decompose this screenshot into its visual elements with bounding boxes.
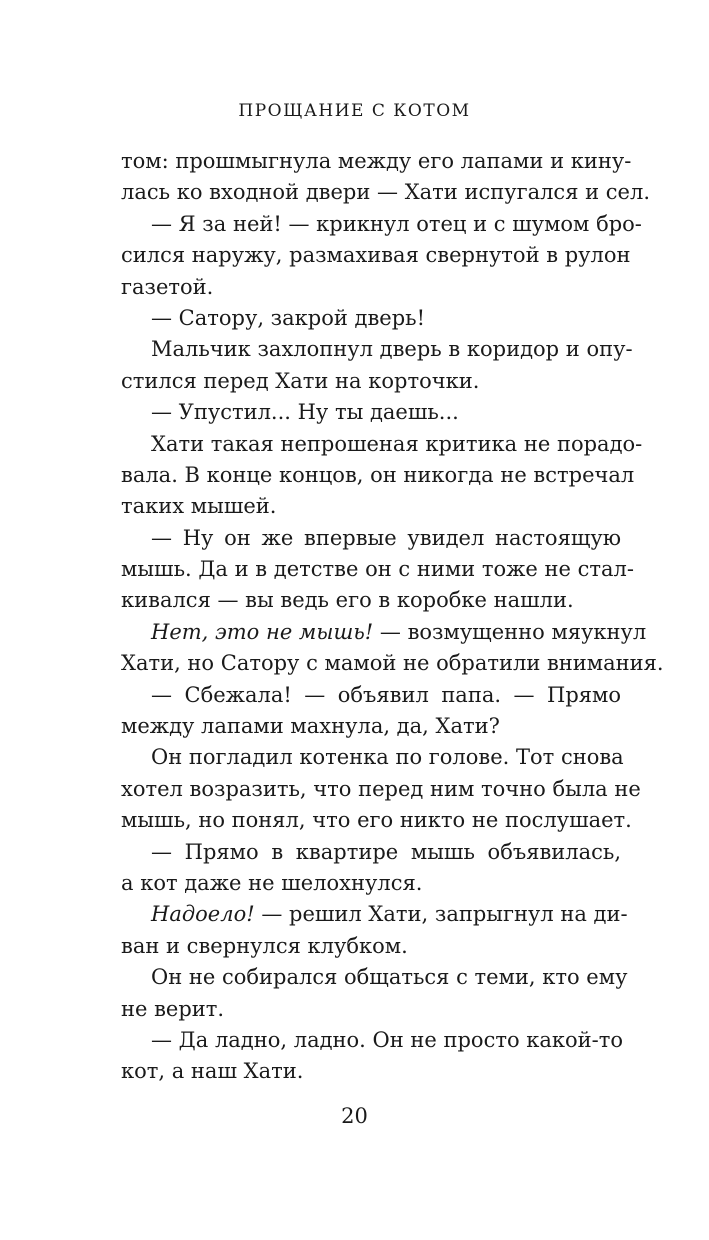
text-line: таких мышей. <box>121 494 277 519</box>
text-line: — Упустил... Ну ты даешь... <box>151 400 459 425</box>
text-line: — Сатору, закрой дверь! <box>151 305 426 330</box>
text-line: — Ну он же впервые увидел настоящую <box>151 525 621 550</box>
text-line: Мальчик захлопнул дверь в коридор и опу- <box>151 337 633 362</box>
text-line: мышь, но понял, что его никто не послушает. <box>121 808 632 833</box>
text-line: — Я за ней! — крикнул отец и с шумом бро- <box>151 211 642 236</box>
body-text <box>121 146 664 1088</box>
text-line: Хати, но Сатору с мамой не обратили внимания. <box>121 651 664 676</box>
italic-phrase: Нет, это не мышь! <box>151 619 374 644</box>
text-line: том: прошмыгнула между его лапами и кину- <box>121 149 632 173</box>
text-line: Хати такая непрошеная критика не порадо- <box>151 431 643 456</box>
text-line: кот, а наш Хати. <box>121 1059 304 1084</box>
text-line: мышь. Да и в детстве он с ними тоже не стал- <box>121 557 634 582</box>
text-line: кивался — вы ведь его в коробке нашли. <box>121 588 574 613</box>
text-line: хотел возразить, что перед ним точно была не <box>121 776 641 801</box>
text-line <box>121 617 647 648</box>
text-rest: — возмущенно мяукнул <box>373 619 647 644</box>
text-line: ван и свернулся клубком. <box>121 933 408 958</box>
text-line: — Прямо в квартире мышь объявилась, <box>151 839 621 864</box>
italic-phrase: Надоело! <box>151 902 255 927</box>
page-number: 20 <box>341 1104 368 1128</box>
text-line: между лапами махнула, да, Хати? <box>121 714 500 739</box>
text-line: не верит. <box>121 996 225 1021</box>
text-line: — Да ладно, ладно. Он не просто какой-то <box>151 1027 624 1052</box>
text-line: Он погладил котенка по голове. Тот снова <box>151 745 624 770</box>
text-rest: — решил Хати, запрыгнул на ди- <box>254 902 628 927</box>
text-line: газетой. <box>121 274 214 299</box>
running-head: ПРОЩАНИЕ С КОТОМ <box>238 101 471 121</box>
text-line: лась ко входной двери — Хати испугался и сел. <box>121 180 650 205</box>
text-line: а кот даже не шелохнулся. <box>121 870 423 895</box>
text-line <box>121 899 628 930</box>
text-line: Он не собирался общаться с теми, кто ему <box>151 965 628 990</box>
text-line: сился наружу, размахивая свернутой в рулон <box>121 243 631 268</box>
text-line: стился перед Хати на корточки. <box>121 368 480 393</box>
text-line: вала. В конце концов, он никогда не встречал <box>121 462 635 487</box>
text-line: — Сбежала! — объявил папа. — Прямо <box>151 682 621 707</box>
